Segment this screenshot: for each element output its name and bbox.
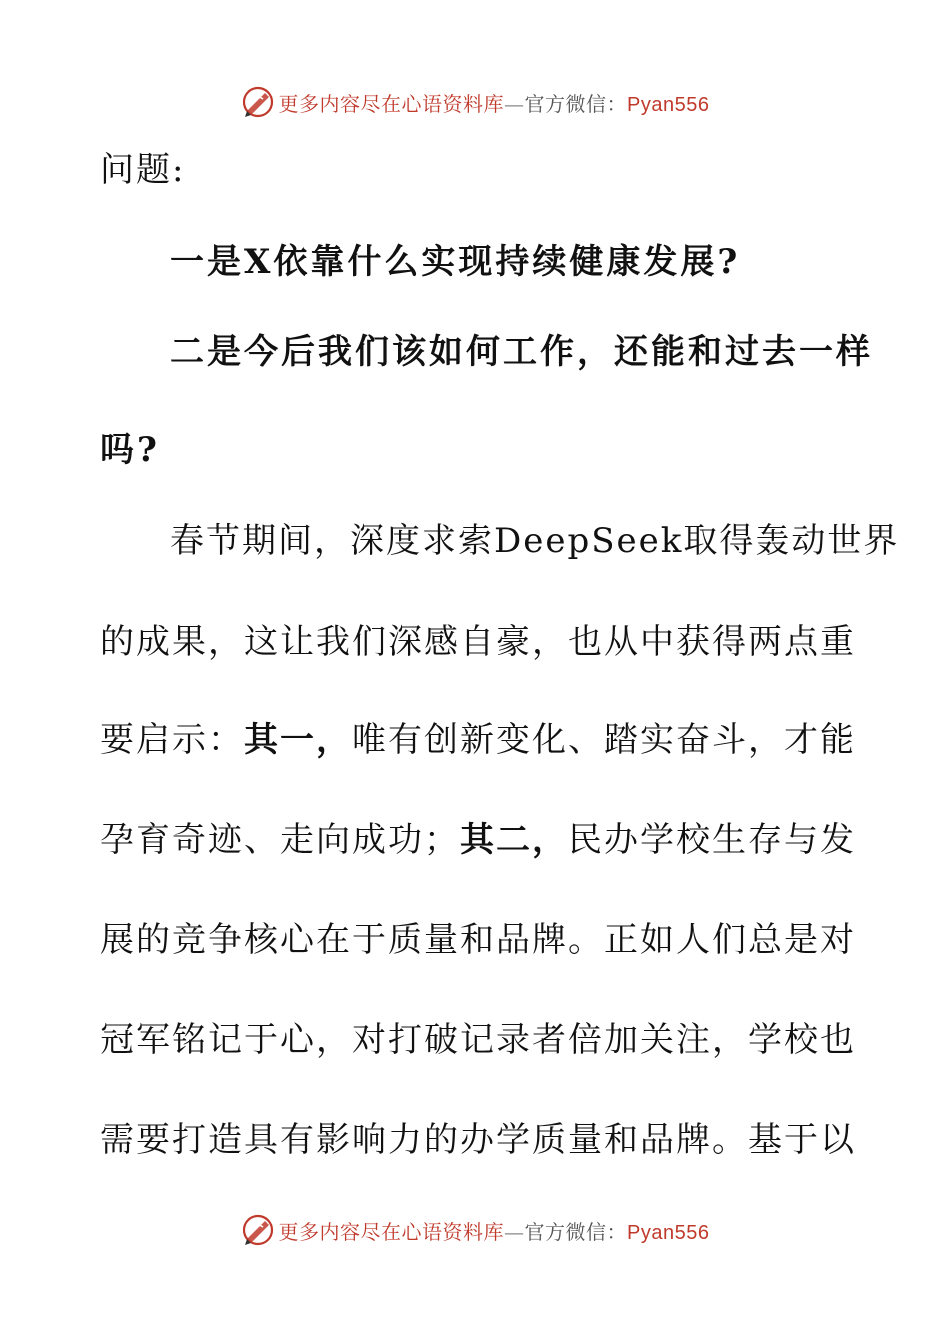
banner-wechat-label: 官方微信： bbox=[524, 1219, 628, 1244]
paragraph-line-6: 冠军铭记于心，对打破记录者倍加关注，学校也 bbox=[100, 1020, 856, 1060]
paragraph-line-4-a: 孕育奇迹、走向成功； bbox=[100, 820, 460, 860]
paragraph-line-7: 需要打造具有影响力的办学质量和品牌。基于以 bbox=[100, 1120, 856, 1160]
paragraph-line-4-c: 民办学校生存与发 bbox=[568, 820, 856, 860]
pen-logo-icon bbox=[241, 85, 275, 119]
banner-dash: — bbox=[504, 1219, 525, 1244]
question-two-text: 二是今后我们该如何工作，还能和过去一样 bbox=[170, 332, 873, 372]
pen-logo-icon bbox=[241, 1213, 275, 1247]
question-one: 一是X依靠什么实现持续健康发展? bbox=[170, 242, 741, 282]
paragraph-line-3-a: 要启示： bbox=[100, 720, 244, 760]
banner-wechat-id: Pyan556 bbox=[627, 1221, 710, 1244]
banner-dash: — bbox=[504, 91, 525, 116]
question-two-line-1 bbox=[170, 330, 873, 374]
paragraph-line-1: 春节期间，深度求索DeepSeek取得轰动世界 bbox=[170, 521, 900, 561]
paragraph-line-3-bold: 其一， bbox=[244, 720, 352, 760]
paragraph-line-3 bbox=[100, 718, 856, 762]
paragraph-line-2: 的成果，这让我们深感自豪，也从中获得两点重 bbox=[100, 622, 856, 662]
banner-text bbox=[279, 88, 710, 117]
footer-banner bbox=[0, 1210, 950, 1250]
banner-wechat-id: Pyan556 bbox=[627, 93, 710, 116]
paragraph-line-4-bold: 其二， bbox=[460, 820, 568, 860]
banner-wechat-label: 官方微信： bbox=[524, 91, 628, 116]
banner-title: 更多内容尽在心语资料库 bbox=[278, 91, 505, 116]
paragraph-line-4 bbox=[100, 818, 856, 862]
question-two-line-2: 吗? bbox=[100, 430, 160, 470]
banner-text bbox=[279, 1216, 710, 1245]
paragraph-line-3-c: 唯有创新变化、踏实奋斗，才能 bbox=[352, 720, 856, 760]
text-line-problem: 问题: bbox=[100, 150, 186, 190]
header-banner bbox=[0, 82, 950, 122]
banner-title: 更多内容尽在心语资料库 bbox=[278, 1219, 505, 1244]
paragraph-line-5: 展的竞争核心在于质量和品牌。正如人们总是对 bbox=[100, 920, 856, 960]
